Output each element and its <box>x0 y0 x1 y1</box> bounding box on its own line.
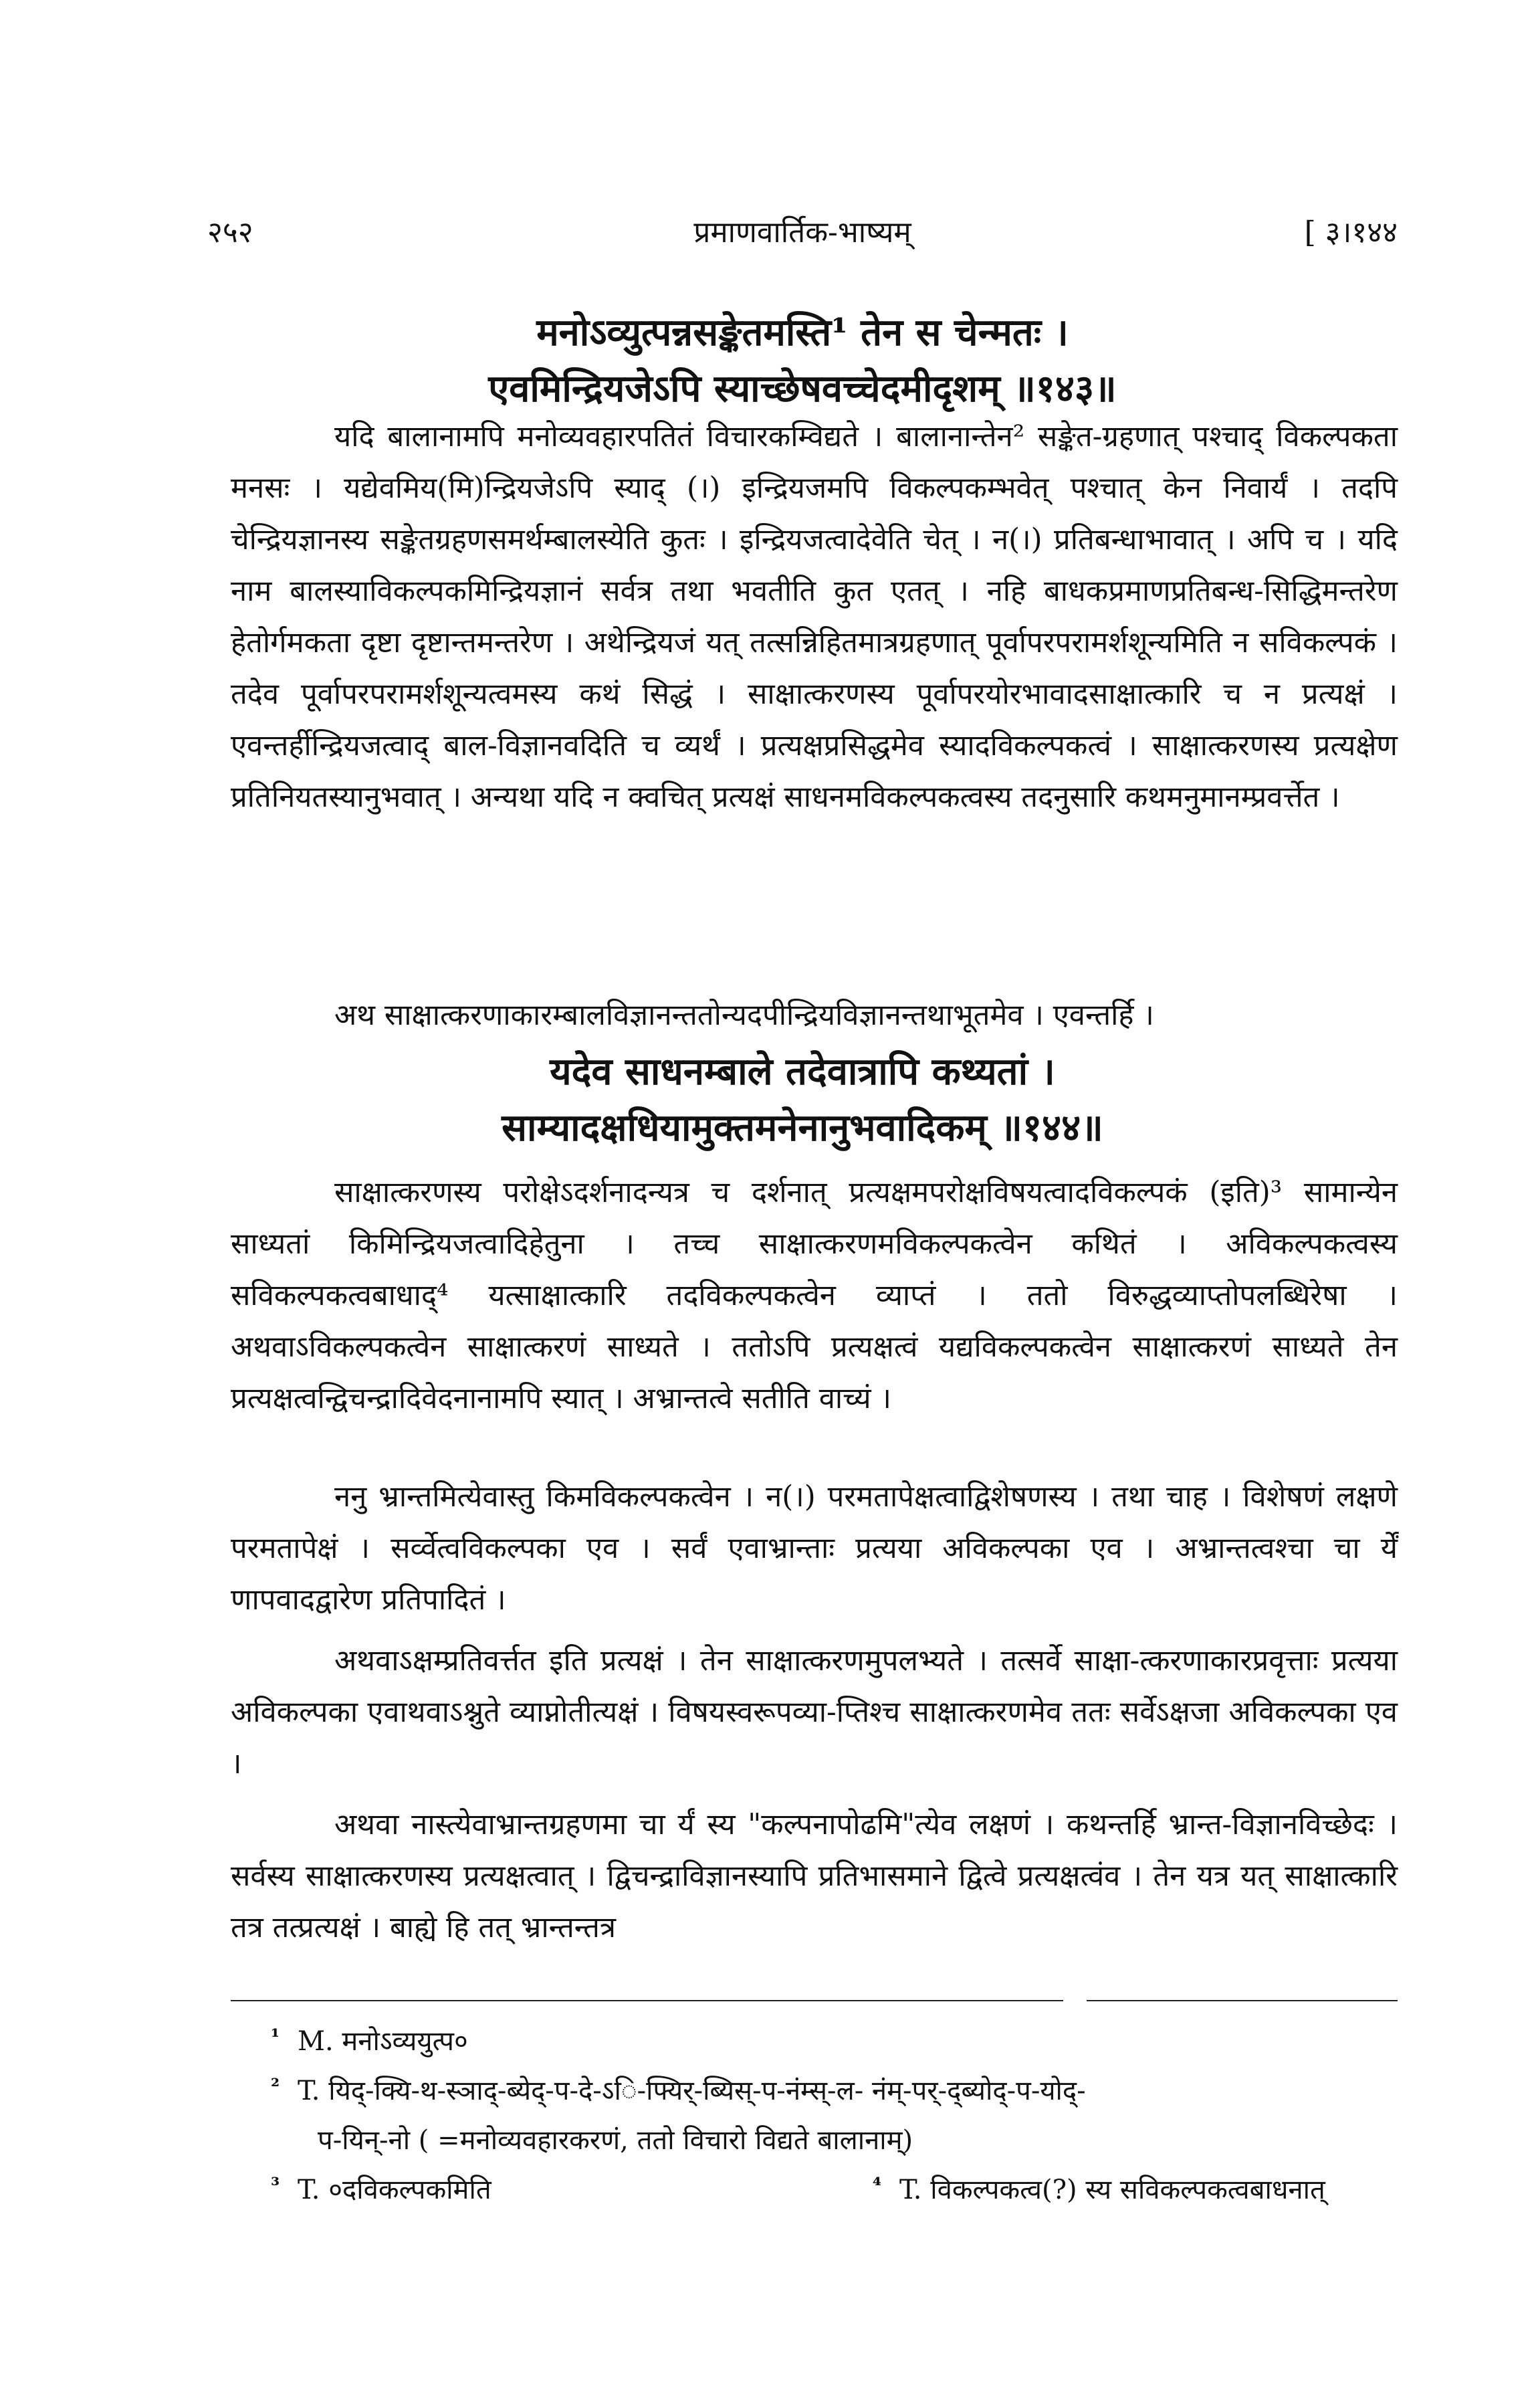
commentary-paragraph: साक्षात्करणस्य परोक्षेऽदर्शनादन्यत्र च दर्शनात् प्रत्यक्षमपरोक्षविषयत्वादविकल्पकं (इति)³ सामान्येन साध्यतां किमिन्द्रियजत्वादिहेतुना । तच्च साक्षात्करणमविकल्पकत्वेन कथितं । अविकल्पकत्वस्य सविकल्पकत्वबाधाद्⁴ यत्साक्षात्कारि तदविकल्पकत्वेन व्याप्तं । ततो विरुद्धव्याप्तोपलब्धिरेषा । अथवाऽविकल्पकत्वेन साक्षात्करणं साध्यते । ततोऽपि प्रत्यक्षत्वं यद्यविकल्पकत्वेन साक्षात्करणं साध्यते तेन प्रत्यक्षत्वन्द्विचन्द्रादिवेदनानामपि स्यात् । अभ्रान्तत्वे सतीति वाच्यं । <box>231 1176 1398 1415</box>
footnote-text: T. यिद्-क्यि-थ-स्ञाद्-ब्येद्-प-दे-ऽि-फ्यिर्-ब्यिस्-प-नंम्स्-ल- नंम्-पर्-द्ब्योद्-प-योद्- <box>298 2076 1086 2106</box>
footnote-2-continuation <box>231 2116 1398 2165</box>
footnote-marker: ⁴ <box>873 2174 882 2197</box>
footnote-rule-continuation <box>1087 2000 1398 2001</box>
footnote-marker: ¹ <box>271 2025 280 2049</box>
footnote-text: M. मनोऽव्ययुत्प० <box>298 2026 468 2057</box>
verse-144 <box>207 1043 1398 1156</box>
footnote-rule <box>231 2000 1063 2001</box>
footnotes-3-4 <box>231 2165 1398 2215</box>
commentary-paragraph: ननु भ्रान्तमित्येवास्तु किमविकल्पकत्वेन । न(।) परमतापेक्षत्वाद्विशेषणस्य । तथा चाह । विशेषणं लक्षणे परमतापेक्षं । सर्व्वेत्वविकल्पका एव । सर्वं एवाभ्रान्ताः प्रत्यया अविकल्पका एव । अभ्रान्तत्वश्चा चा र्यें णापवादद्वारेण प्रतिपादितं । <box>231 1480 1398 1617</box>
footnote-text: प-यिन्-नो ( =मनोव्यवहारकरणं, ततो विचारो विद्यते बालानाम्) <box>318 2125 913 2156</box>
footnote-marker: ³ <box>271 2174 280 2197</box>
commentary-paragraph: अथवाऽक्षम्प्रतिवर्त्तत इति प्रत्यक्षं । तेन साक्षात्करणमुपलभ्यते । तत्सर्वे साक्षा-त्करणाकारप्रवृत्ताः प्रत्यया अविकल्पका एवाथवाऽश्नुते व्याप्नोतीत्यक्षं । विषयस्वरूपव्या-प्तिश्च साक्षात्करणमेव ततः सर्वेऽक्षजा अविकल्पका एव । <box>231 1644 1398 1781</box>
verse-line: यदेव साधनम्बाले तदेवात्रापि कथ्यतां । <box>550 1049 1055 1094</box>
running-header <box>207 211 1398 258</box>
verse-line: एवमिन्द्रियजेऽपि स्याच्छेषवच्चेदमीदृशम् ॥१४३॥ <box>488 367 1117 411</box>
footnote-4-text: T. विकल्पकत्व(?) स्य सविकल्पकत्वबाधनात् <box>899 2175 1325 2205</box>
section-reference: [ ३।१४४ <box>1304 215 1398 249</box>
commentary-paragraph: अथवा नास्त्येवाभ्रान्तग्रहणमा चा र्यं स्य "कल्पनापोढमि"त्येव लक्षणं । कथन्तर्हि भ्रान्त-विज्ञानविच्छेदः । सर्वस्य साक्षात्करणस्य प्रत्यक्षत्वात् । द्विचन्द्राविज्ञानस्यापि प्रतिभासमाने द्वित्वे प्रत्यक्षत्वंव । तेन यत्र यत् साक्षात्कारि तत्र तत्प्रत्यक्षं । बाह्ये हि तत् भ्रान्तन्तत्र <box>231 1808 1398 1944</box>
verse-line: मनोऽव्युत्पन्नसङ्केतमस्ति¹ तेन स चेन्मतः । <box>536 310 1069 355</box>
footnotes <box>231 2017 1398 2215</box>
running-title: प्रमाणवार्तिक-भाष्यम् <box>693 215 911 249</box>
footnote-marker: ² <box>271 2075 280 2098</box>
commentary-paragraph: यदि बालानामपि मनोव्यवहारपतितं विचारकम्विद्यते । बालानान्तेन² सङ्केत-ग्रहणात् पश्चाद् विकल्पकता मनसः । यद्येवमिय(मि)न्द्रियजेऽपि स्याद् (।) इन्द्रियजमपि विकल्पकम्भवेत् पश्चात् केन निवार्यं । तदपि चेन्द्रियज्ञानस्य सङ्केतग्रहणसमर्थम्बालस्येति कुतः । इन्द्रियजत्वादेवेति चेत् । न(।) प्रतिबन्धाभावात् । अपि च । यदि नाम बालस्याविकल्पकमिन्द्रियज्ञानं सर्वत्र तथा भवतीति कुत एतत् । नहि बाधकप्रमाणप्रतिबन्ध-सिद्धिमन्तरेण हेतोर्गमकता दृष्टा दृष्टान्तमन्तरेण । अथेन्द्रियजं यत् तत्सन्निहितमात्रग्रहणात् पूर्वापरपरामर्शशून्यमिति न सविकल्पकं । तदेव पूर्वापरपरामर्शशून्यत्वमस्य कथं सिद्धं । साक्षात्करणस्य पूर्वापरयोरभावादसाक्षात्कारि च न प्रत्यक्षं । एवन्तर्हीन्द्रियजत्वाद् बाल-विज्ञानवदिति च व्यर्थं । प्रत्यक्षप्रसिद्धमेव स्यादविकल्पकत्वं । साक्षात्करणस्य प्रत्यक्षेण प्रतिनियतस्यानुभवात् । अन्यथा यदि न क्वचित् प्रत्यक्षं साधनमविकल्पकत्वस्य तदनुसारि कथमनुमानम्प्रवर्त्तेत । <box>231 420 1398 814</box>
page-number: २५२ <box>207 215 253 249</box>
footnote-1 <box>231 2017 1398 2066</box>
verse-line: साम्यादक्षधियामुक्तमनेनानुभवादिकम् ॥१४४॥ <box>502 1106 1103 1150</box>
footnote-2 <box>231 2066 1398 2116</box>
verse-143 <box>207 304 1398 417</box>
footnote-3-text: T. ०दविकल्पकमिति <box>298 2175 491 2205</box>
commentary-paragraph: अथ साक्षात्करणाकारम्बालविज्ञानन्ततोन्यदपीन्द्रियविज्ञानन्तथाभूतमेव । एवन्तर्हि । <box>334 999 1154 1032</box>
